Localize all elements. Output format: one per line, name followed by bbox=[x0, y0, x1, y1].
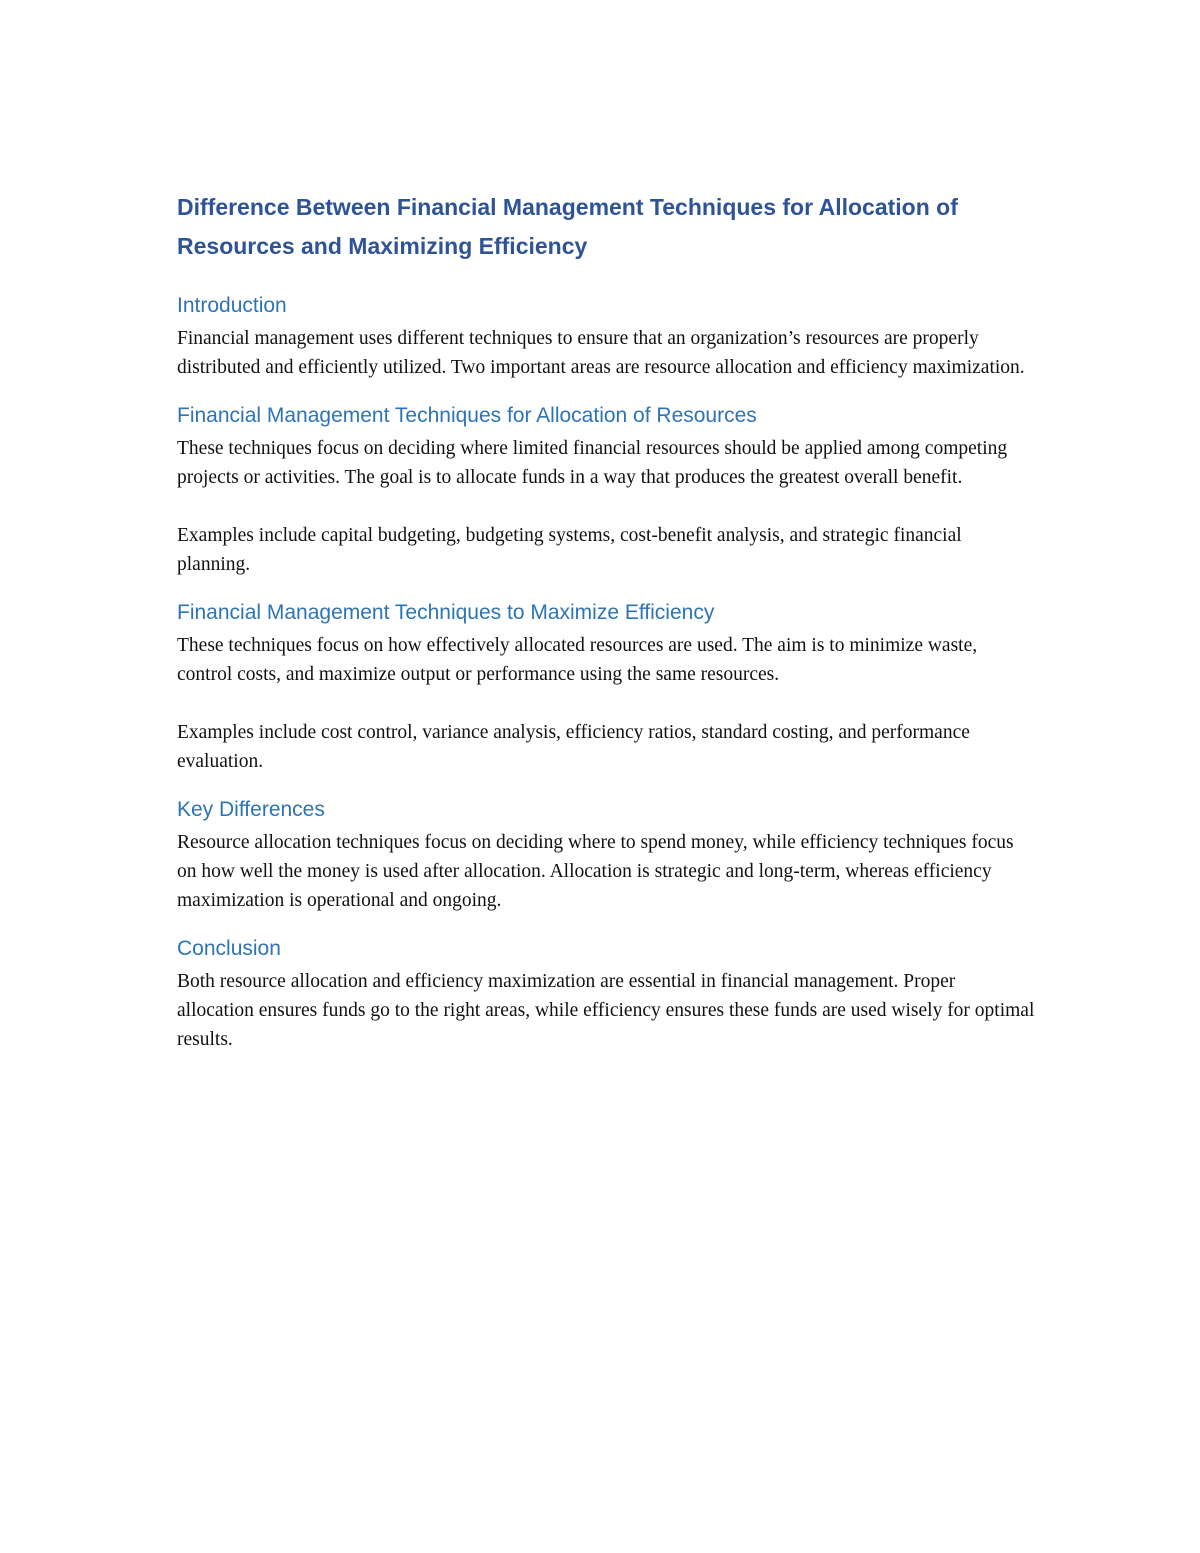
section-efficiency bbox=[177, 599, 1037, 776]
section-conclusion bbox=[177, 935, 1037, 1054]
document-title: Difference Between Financial Management Techniques for Allocation of Resources and Maximizing Efficiency bbox=[177, 194, 958, 259]
document-page bbox=[177, 188, 1037, 1074]
section-allocation bbox=[177, 402, 1037, 579]
paragraph: These techniques focus on deciding where limited financial resources should be applied among competing projects or activities. The goal is to allocate funds in a way that produces the greatest overall benefit. bbox=[177, 438, 1008, 488]
paragraph: These techniques focus on how effectively allocated resources are used. The aim is to minimize waste, control costs, and maximize output or performance using the same resources. bbox=[177, 635, 978, 685]
section-heading: Financial Management Techniques to Maximize Efficiency bbox=[177, 601, 715, 624]
blank-line bbox=[177, 492, 1037, 521]
section-introduction bbox=[177, 292, 1037, 382]
section-heading: Key Differences bbox=[177, 798, 325, 821]
paragraph: Both resource allocation and efficiency maximization are essential in financial management. Proper allocation ensures funds go to the right areas, while efficiency ensures these funds are used wisely for optimal results. bbox=[177, 971, 1035, 1050]
blank-line bbox=[177, 689, 1037, 718]
paragraph: Examples include capital budgeting, budgeting systems, cost-benefit analysis, and strategic financial planning. bbox=[177, 525, 962, 575]
paragraph: Examples include cost control, variance analysis, efficiency ratios, standard costing, and performance evaluation. bbox=[177, 722, 970, 772]
section-key-differences bbox=[177, 796, 1037, 915]
section-heading: Introduction bbox=[177, 294, 287, 317]
section-heading: Conclusion bbox=[177, 937, 281, 960]
section-heading: Financial Management Techniques for Allocation of Resources bbox=[177, 404, 757, 427]
paragraph: Financial management uses different techniques to ensure that an organization’s resources are properly distributed and efficiently utilized. Two important areas are resource allocation and efficiency maximization. bbox=[177, 328, 1025, 378]
paragraph: Resource allocation techniques focus on deciding where to spend money, while efficiency techniques focus on how well the money is used after allocation. Allocation is strategic and long-term, whereas efficiency maximization is operational and ongoing. bbox=[177, 832, 1014, 911]
